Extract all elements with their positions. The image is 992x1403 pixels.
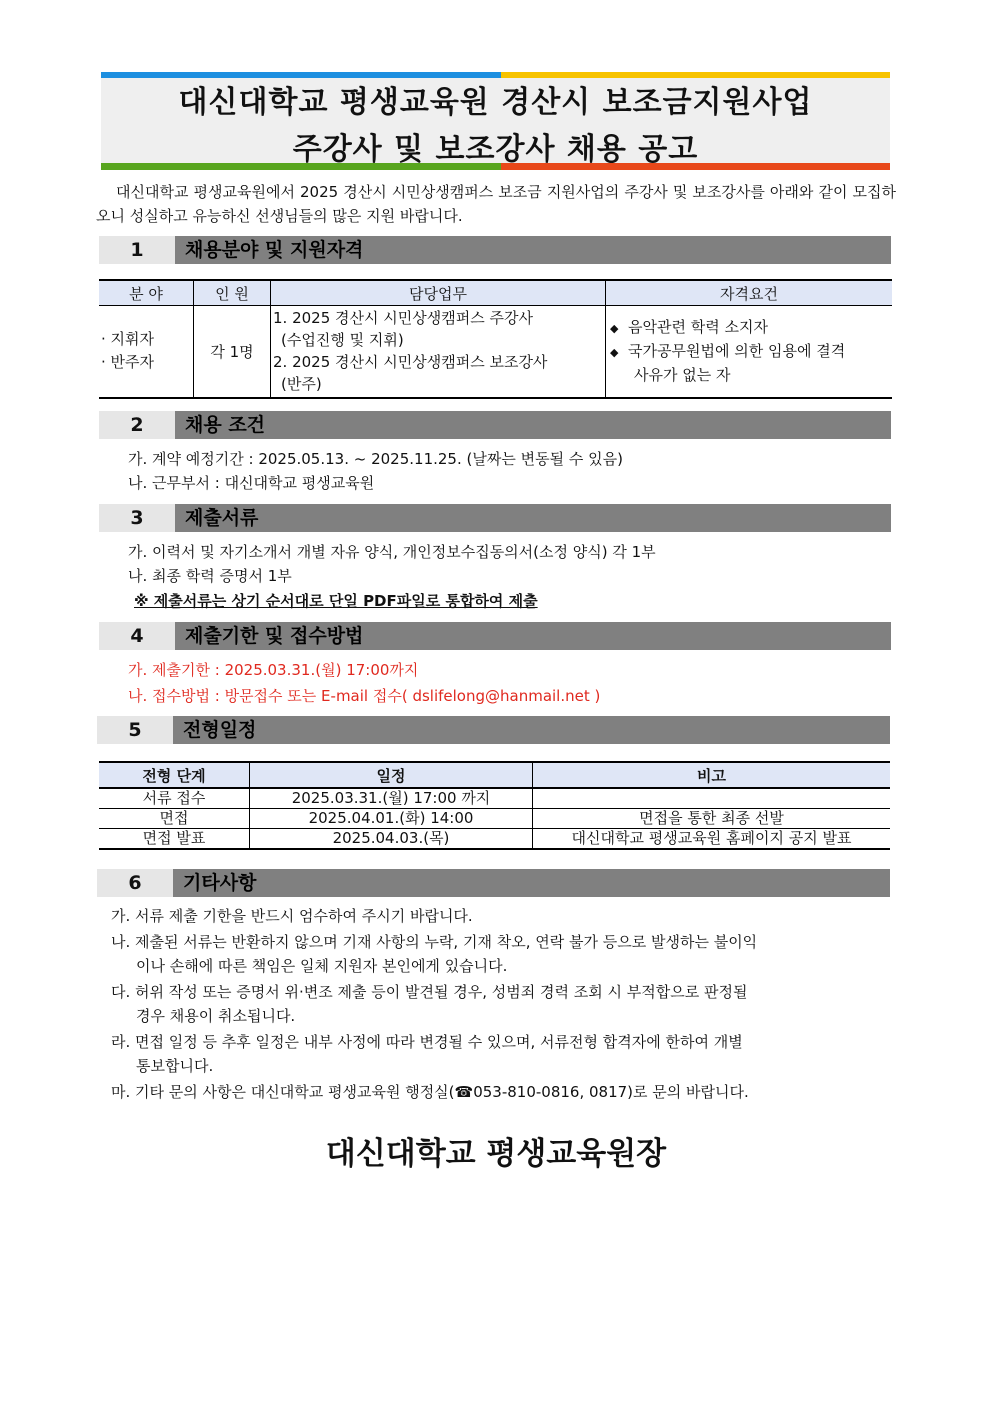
etc-line: 다. 허위 작성 또는 증명서 위·변조 제출 등이 발견될 경우, 성범죄 경력 조회 시 부적합으로 판정될 bbox=[111, 983, 748, 1001]
condition-line: 나. 근무부서 : 대신대학교 평생교육원 bbox=[128, 474, 375, 492]
etc-line: 경우 채용이 취소됩니다. bbox=[136, 1007, 296, 1025]
field-item: · 지휘자 bbox=[101, 330, 155, 349]
deadline-line: 가. 제출기한 : 2025.03.31.(월) 17:00까지 bbox=[128, 661, 419, 679]
section-title: 제출기한 및 접수방법 bbox=[175, 622, 891, 650]
field-item: · 반주자 bbox=[101, 353, 155, 372]
section-title: 채용 조건 bbox=[175, 411, 891, 439]
stage-cell: 서류 접수 bbox=[99, 788, 250, 809]
closing-signature: 대신대학교 평생교육원장 bbox=[325, 1136, 667, 1172]
document-line: 가. 이력서 및 자기소개서 개별 자유 양식, 개인정보수집동의서(소정 양식) 각 1부 bbox=[128, 543, 656, 561]
column-header: 전형 단계 bbox=[99, 762, 250, 788]
etc-line: 통보합니다. bbox=[136, 1057, 214, 1075]
submission-method-line: 나. 접수방법 : 방문접수 또는 E-mail 접수( dslifelong@hanmail.net ) bbox=[128, 687, 601, 705]
section-title: 채용분야 및 지원자격 bbox=[175, 236, 891, 264]
section-title: 전형일정 bbox=[173, 716, 890, 744]
section-number: 5 bbox=[97, 716, 173, 744]
diamond-bullet-icon: ◆ bbox=[610, 321, 619, 335]
section-number: 3 bbox=[99, 504, 175, 532]
date-cell: 2025.04.03.(목) bbox=[250, 829, 533, 850]
note-cell: 면접을 통한 최종 선발 bbox=[639, 809, 784, 827]
duties-cell bbox=[271, 306, 606, 398]
etc-line: 이나 손해에 따른 책임은 일체 지원자 본인에게 있습니다. bbox=[136, 957, 508, 975]
duty-line: 1. 2025 경산시 시민상생캠퍼스 주강사 bbox=[273, 309, 533, 328]
page-title-line1: 대신대학교 평생교육원 경산시 보조금지원사업 bbox=[178, 85, 813, 120]
column-header: 인 원 bbox=[194, 280, 271, 306]
schedule-table bbox=[99, 761, 890, 850]
duty-line: (수업진행 및 지휘) bbox=[281, 331, 404, 350]
page-title-line2: 주강사 및 보조강사 채용 공고 bbox=[292, 132, 699, 167]
table-row bbox=[99, 809, 890, 829]
stage-cell: 면접 발표 bbox=[99, 829, 250, 850]
diamond-bullet-icon: ◆ bbox=[610, 345, 619, 359]
duty-line: (반주) bbox=[281, 375, 322, 394]
table-row bbox=[99, 788, 890, 809]
qualification-item: 사유가 없는 자 bbox=[634, 365, 731, 384]
etc-line: 나. 제출된 서류는 반환하지 않으며 기재 사항의 누락, 기재 착오, 연락 불가 등으로 발생하는 불이익 bbox=[111, 933, 758, 951]
document-line: 나. 최종 학력 증명서 1부 bbox=[128, 567, 292, 585]
etc-line: 라. 면접 일정 등 추후 일정은 내부 사정에 따라 변경될 수 있으며, 서류전형 합격자에 한하여 개별 bbox=[111, 1033, 743, 1051]
section-title: 기타사항 bbox=[173, 869, 890, 897]
documents-note: ※ 제출서류는 상기 순서대로 단일 PDF파일로 통합하여 제출 bbox=[134, 592, 538, 610]
column-header: 담당업무 bbox=[271, 280, 606, 306]
recruitment-table bbox=[99, 279, 892, 399]
column-header: 비고 bbox=[533, 762, 891, 788]
section-number: 2 bbox=[99, 411, 175, 439]
note-cell: 대신대학교 평생교육원 홈페이지 공지 발표 bbox=[571, 829, 852, 847]
date-cell: 2025.04.01.(화) 14:00 bbox=[250, 809, 533, 829]
duty-line: 2. 2025 경산시 시민상생캠퍼스 보조강사 bbox=[273, 353, 548, 372]
intro-paragraph: 대신대학교 평생교육원에서 2025 경산시 시민상생캠퍼스 보조금 지원사업의 주강사 및 보조강사를 아래와 같이 모집하오니 성실하고 유능하신 선생님들의 많은 지원 바랍니다. bbox=[96, 183, 896, 225]
etc-line: 마. 기타 문의 사항은 대신대학교 평생교육원 행정실(☎053-810-0816, 0817)로 문의 바랍니다. bbox=[111, 1083, 749, 1101]
qualification-item: 음악관련 학력 소지자 bbox=[628, 317, 768, 336]
field-cell bbox=[99, 306, 194, 398]
column-header: 일정 bbox=[250, 762, 533, 788]
section-number: 4 bbox=[99, 622, 175, 650]
qualification-item: 국가공무원법에 의한 임용에 결격 bbox=[628, 341, 846, 360]
condition-line: 가. 계약 예정기간 : 2025.05.13. ~ 2025.11.25. (날짜는 변동될 수 있음) bbox=[128, 450, 623, 468]
section-title: 제출서류 bbox=[175, 504, 891, 532]
qualifications-cell bbox=[606, 306, 893, 398]
column-header: 분 야 bbox=[99, 280, 194, 306]
count-cell: 각 1명 bbox=[194, 306, 271, 398]
column-header: 자격요건 bbox=[606, 280, 893, 306]
section-number: 6 bbox=[97, 869, 173, 897]
table-row bbox=[99, 829, 890, 850]
date-cell: 2025.03.31.(월) 17:00 까지 bbox=[250, 788, 533, 809]
etc-line: 가. 서류 제출 기한을 반드시 엄수하여 주시기 바랍니다. bbox=[111, 907, 473, 925]
section-number: 1 bbox=[99, 236, 175, 264]
stage-cell: 면접 bbox=[99, 809, 250, 829]
note-cell bbox=[533, 788, 891, 809]
